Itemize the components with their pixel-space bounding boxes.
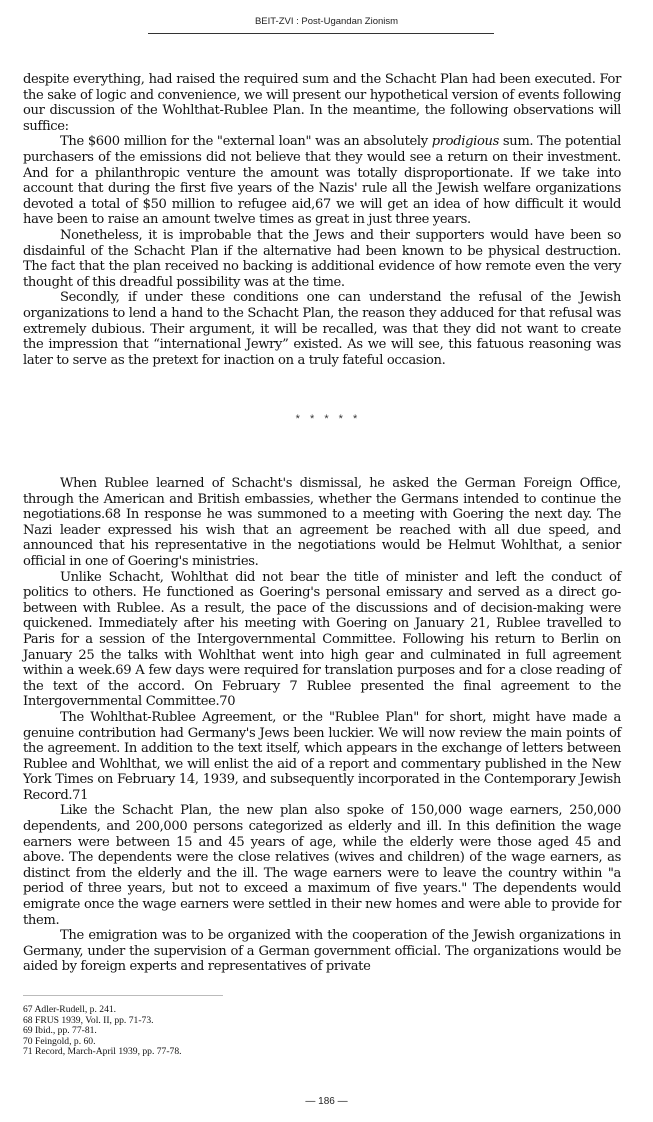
paragraph: Like the Schacht Plan, the new plan also spoke of 150,000 wage earners, 250,000 dependents, and 200,000 persons categorized as elderly and ill. In this definition the wage earners were between 15 and 45 years of age, while the elderly were those aged 45 and above. The dependents were the close relatives (wives and children) of the wage earners, as distinct from the elderly and the ill. The wage earners were to leave the country within "a period of three years, but not to exceed a maximum of five years." The dependents would emigrate once the wage earners were settled in their new homes and were able to provide for them. [23, 803, 621, 928]
paragraph-text: The $600 million for the "external loan" was an absolutely [60, 134, 432, 150]
paragraph: When Rublee learned of Schacht's dismissal, he asked the German Foreign Office, through the American and British embassies, whether the Germans intended to continue the negotiations.68 In response he was summoned to a meeting with Goering the next day. The Nazi leader expressed his wish that an agreement be reached with all due speed, and announced that his representative in the negotiations would be Helmut Wohlthat, a senior official in one of Goering's ministries. [23, 476, 621, 569]
paragraph: despite everything, had raised the required sum and the Schacht Plan had been executed. For the sake of logic and convenience, we will present our hypothetical version of events following our discussion of the Wohlthat-Rublee Plan. In the meantime, the following observations will suffice: [23, 72, 621, 134]
paragraph: Nonetheless, it is improbable that the Jews and their supporters would have been so disdainful of the Schacht Plan if the alternative had been known to be physical destruction. The fact that the plan received no backing is additional evidence of how remote even the very thought of this dreadful possibility was at the time. [23, 227, 621, 290]
page-number: — 186 — [305, 1096, 348, 1107]
footnote: 67 Adler-Rudell, p. 241. [23, 1004, 117, 1015]
footnotes [23, 1005, 423, 1058]
paragraph [23, 134, 621, 228]
footnote: 71 Record, March-April 1939, pp. 77-78. [23, 1046, 182, 1058]
paragraph: The emigration was to be organized with the cooperation of the Jewish organizations in Germany, under the supervision of a German government official. The organizations would be aided by foreign experts and representatives of private [23, 928, 621, 975]
body-block-2 [23, 476, 621, 975]
running-header: BEIT-ZVI : Post-Ugandan Zionism [254, 16, 399, 27]
paragraph-text: sum. The potential purchasers of the emissions did not believe that they would see a return on their investment. And for a philanthropic venture the amount was totally disproportionate. If we take into account that during the first five years of the Nazis' rule all the Jewish welfare organizations devoted a total of $50 million to refugee aid,67 we will get an idea of how difficult it would have been to raise an amount twelve times as great in just three years. [23, 134, 622, 228]
header-rule [148, 33, 494, 34]
footnote: 68 FRUS 1939, Vol. II, pp. 71-73. [23, 1014, 154, 1026]
section-break: * * * * * [295, 413, 358, 425]
paragraph: Secondly, if under these conditions one can understand the refusal of the Jewish organizations to lend a hand to the Schacht Plan, the reason they adduced for that refusal was extremely dubious. Their argument, it will be recalled, was that they did not want to create the impression that “international Jewry” existed. As we will see, this fatuous reasoning was later to serve as the pretext for inaction on a truly fateful occasion. [23, 290, 621, 368]
footnote: 69 Ibid., pp. 77-81. [23, 1025, 97, 1037]
footnote: 70 Feingold, p. 60. [23, 1035, 96, 1047]
footnote-rule [23, 995, 223, 996]
emphasis-text: prodigious [431, 134, 499, 150]
paragraph: Unlike Schacht, Wohlthat did not bear the title of minister and left the conduct of politics to others. He functioned as Goering's personal emissary and served as a direct go-between with Rublee. As a result, the pace of the discussions and of decision-making were quickened. Immediately after his meeting with Goering on January 21, Rublee travelled to Paris for a session of the Intergovernmental Committee. Following his return to Berlin on January 25 the talks with Wohlthat went into high gear and culminated in full agreement within a week.69 A few days were required for translation purposes and for a close reading of the text of the accord. On February 7 Rublee presented the final agreement to the Intergovernmental Committee.70 [23, 569, 621, 710]
body-block-1 [23, 72, 621, 368]
paragraph: The Wohlthat-Rublee Agreement, or the "Rublee Plan" for short, might have made a genuine contribution had Germany's Jews been luckier. We will now review the main points of the agreement. In addition to the text itself, which appears in the exchange of letters between Rublee and Wohlthat, we will enlist the aid of a report and commentary published in the New York Times on February 14, 1939, and subsequently incorporated in the Contemporary Jewish Record.71 [23, 709, 621, 803]
